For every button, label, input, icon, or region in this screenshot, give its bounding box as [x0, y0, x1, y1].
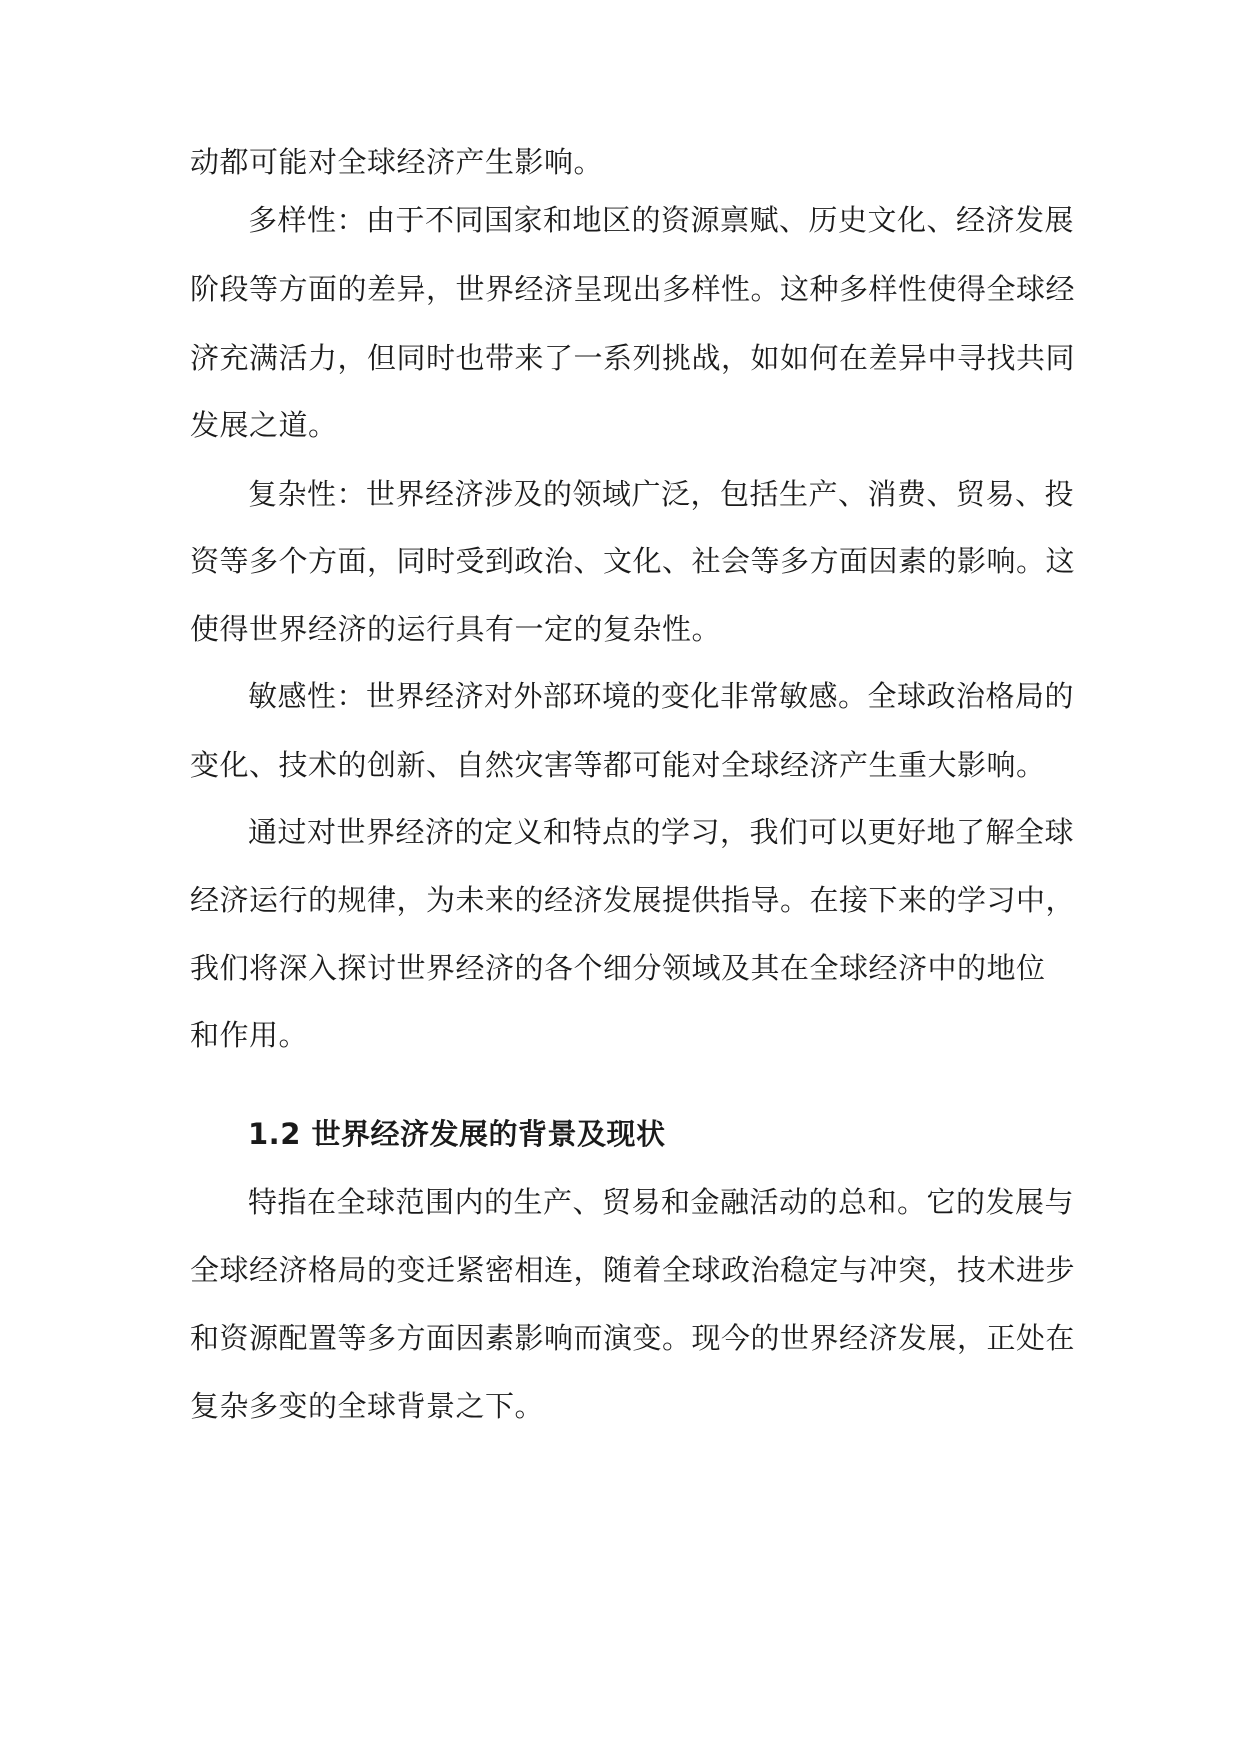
paragraph-line: 阶段等方面的差异，世界经济呈现出多样性。这种多样性使得全球经: [190, 272, 1076, 306]
paragraph-line: 济充满活力，但同时也带来了一系列挑战，如如何在差异中寻找共同: [190, 341, 1076, 375]
paragraph-line: 特指在全球范围内的生产、贸易和金融活动的总和。它的发展与: [248, 1185, 1075, 1219]
paragraph-line: 经济运行的规律，为未来的经济发展提供指导。在接下来的学习中，: [190, 883, 1076, 917]
paragraph-line: 我们将深入探讨世界经济的各个细分领域及其在全球经济中的地位: [190, 951, 1046, 985]
paragraph-line: 敏感性：世界经济对外部环境的变化非常敏感。全球政治格局的: [248, 679, 1075, 713]
paragraph-line: 资等多个方面，同时受到政治、文化、社会等多方面因素的影响。这: [190, 544, 1076, 578]
paragraph-line: 和作用。: [190, 1018, 309, 1052]
paragraph-line: 全球经济格局的变迁紧密相连，随着全球政治稳定与冲突，技术进步: [190, 1253, 1076, 1287]
section-heading: 1.2 世界经济发展的背景及现状: [248, 1117, 666, 1151]
paragraph-line: 和资源配置等多方面因素影响而演变。现今的世界经济发展，正处在: [190, 1321, 1076, 1355]
paragraph-line: 发展之道。: [190, 408, 338, 442]
paragraph-line: 使得世界经济的运行具有一定的复杂性。: [190, 612, 722, 646]
paragraph-line: 复杂多变的全球背景之下。: [190, 1389, 545, 1423]
paragraph-line: 变化、技术的创新、自然灾害等都可能对全球经济产生重大影响。: [190, 748, 1046, 782]
paragraph-line: 多样性：由于不同国家和地区的资源禀赋、历史文化、经济发展: [248, 203, 1075, 237]
paragraph-line: 通过对世界经济的定义和特点的学习，我们可以更好地了解全球: [248, 815, 1075, 849]
paragraph-line: 动都可能对全球经济产生影响。: [190, 145, 604, 179]
paragraph-line: 复杂性：世界经济涉及的领域广泛，包括生产、消费、贸易、投: [248, 477, 1075, 511]
